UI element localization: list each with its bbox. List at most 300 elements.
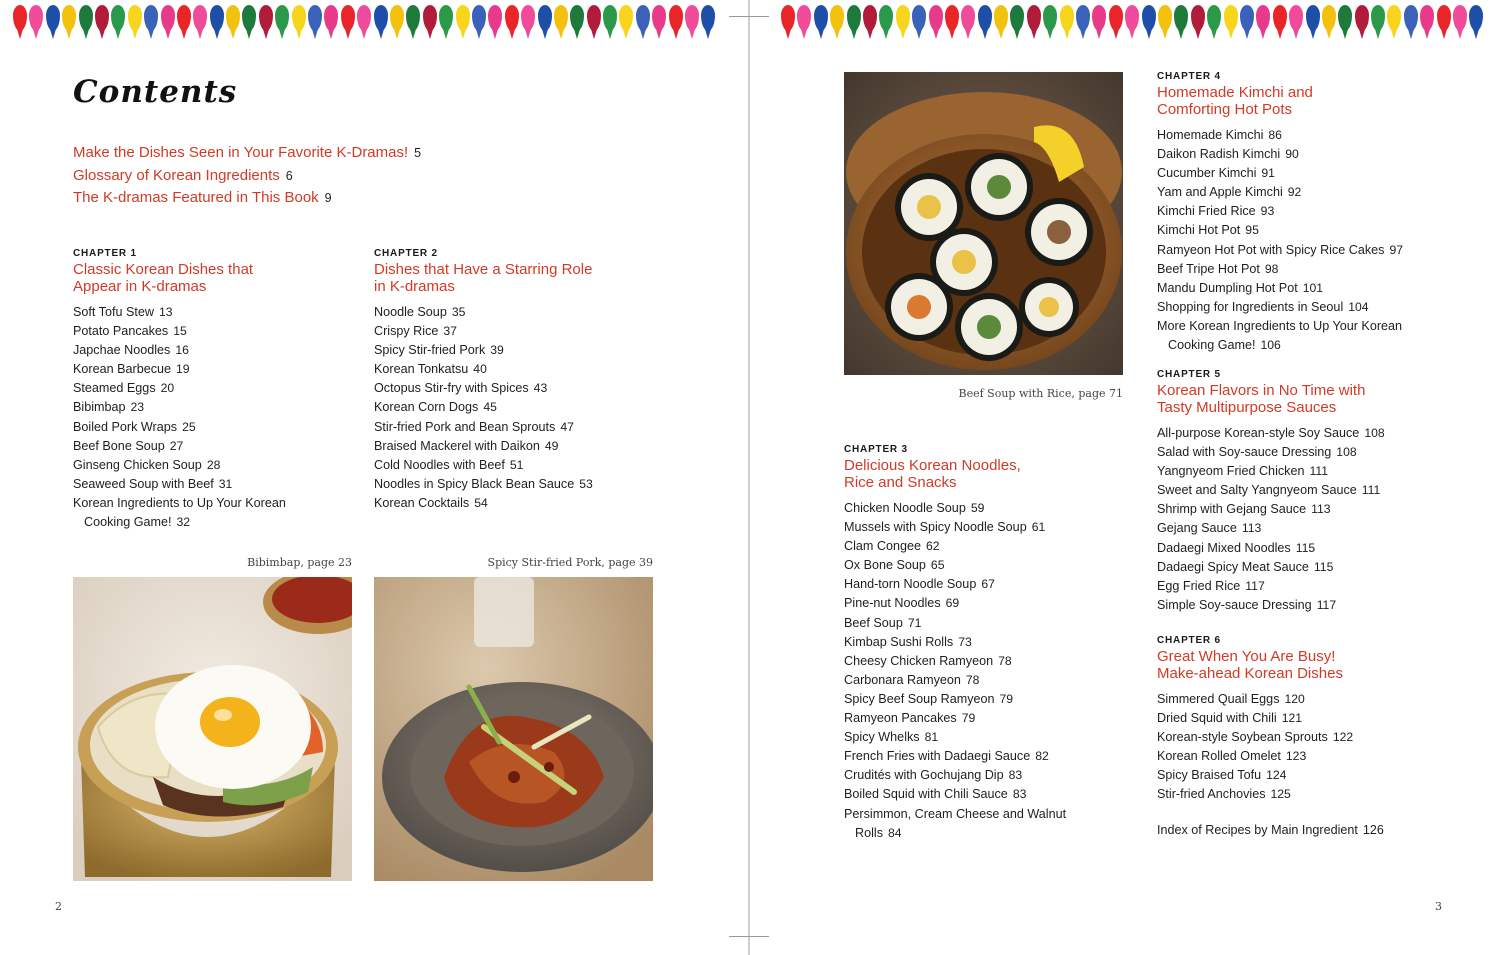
recipe-page-number: 123 [1285,749,1307,764]
recipe-entry[interactable] [844,537,1066,556]
banner-drop-icon [356,5,372,39]
chapter-label: CHAPTER 6 [1157,635,1221,646]
recipe-page-number: 117 [1316,597,1337,612]
recipe-title: Noodles in Spicy Black Bean Sauce [374,476,575,491]
recipe-page-number: 122 [1332,730,1354,745]
kimbap-photo [844,72,1123,375]
recipe-page-number: 73 [958,634,972,649]
recipe-page-number: 108 [1336,445,1357,460]
chapter-title[interactable] [1157,85,1403,118]
caption-pork: Spicy Stir-fried Pork, page 39 [487,556,653,569]
recipe-entry[interactable] [73,456,286,475]
banner-drop-icon [1091,5,1107,39]
recipe-entry[interactable] [1157,298,1403,317]
recipe-entry[interactable] [1157,443,1385,462]
recipe-page-number: 35 [451,305,466,319]
recipe-entry[interactable] [73,322,286,341]
banner-drop-icon [389,5,405,39]
recipe-entry[interactable] [844,824,1066,843]
recipe-title: Stir-fried Pork and Bean Sprouts [374,419,556,434]
recipe-entry[interactable] [73,418,286,437]
banner-drop-icon [1272,5,1288,39]
recipe-page-number: 54 [474,495,488,510]
banner-drop-icon [829,5,845,39]
index-entry[interactable]: Index of Recipes by Main Ingredient 126 [1157,823,1384,837]
recipe-title: Braised Mackerel with Daikon [374,438,540,453]
recipe-title: Beef Soup [844,615,903,630]
chapter-title[interactable] [1157,383,1385,416]
chapter-5 [1157,369,1385,615]
recipe-entry[interactable] [844,709,1066,728]
page-number-left: 2 [55,900,62,913]
banner-drop-icon [1337,5,1353,39]
banner-drop-icon [895,5,911,39]
chapter-title-line: Appear in K-dramas [73,277,207,295]
banner-drop-icon [1419,5,1435,39]
recipe-title: Dadaegi Mixed Noodles [1157,540,1291,555]
recipe-title: Cucumber Kimchi [1157,166,1257,181]
recipe-entry[interactable] [374,360,593,379]
recipe-entry[interactable] [844,766,1066,785]
recipe-entry[interactable] [1157,481,1385,500]
recipe-page-number: 91 [1261,166,1275,181]
chapter-title-line: Comforting Hot Pots [1157,100,1293,118]
banner-drop-icon [405,5,421,39]
recipe-page-number: 71 [907,615,922,630]
banner-drop-icon [668,5,684,39]
recipe-page-number: 115 [1313,559,1334,574]
banner-drop-icon [1255,5,1271,39]
banner-drop-icon [1124,5,1140,39]
recipe-page-number: 117 [1245,578,1265,593]
recipe-page-number: 20 [160,381,175,396]
banner-drop-icon [684,5,700,39]
recipe-title: Daikon Radish Kimchi [1157,147,1281,162]
recipe-page-number: 23 [130,400,145,415]
recipe-title: Potato Pancakes [73,324,169,339]
recipe-title: Seaweed Soup with Beef [73,476,214,491]
recipe-title: Chicken Noodle Soup [844,501,966,515]
toc-entry[interactable]: Glossary of Korean Ingredients 6 [73,166,293,184]
chapter-title[interactable] [844,458,1066,491]
recipe-entry[interactable] [1157,577,1385,596]
recipe-entry[interactable] [1157,126,1403,145]
bibimbap-photo [73,577,352,881]
banner-drop-icon [176,5,192,39]
banner-drop-icon [602,5,618,39]
banner-drop-icon [780,5,796,39]
banner-drop-icon [78,5,94,39]
recipe-entry[interactable] [73,513,286,532]
recipe-page-number: 19 [176,362,190,377]
recipe-entry[interactable] [1157,241,1403,260]
recipe-page-number: 82 [1035,749,1049,764]
recipe-title: Cheesy Chicken Ramyeon [844,653,994,668]
recipe-page-number: 111 [1361,483,1381,498]
banner-drop-icon [993,5,1009,39]
recipe-title: Dadaegi Spicy Meat Sauce [1157,559,1309,574]
recipe-entry[interactable] [374,303,593,322]
banner-drop-icon [192,5,208,39]
recipe-title: All-purpose Korean-style Soy Sauce [1157,426,1360,440]
recipe-page-number: 13 [158,305,173,319]
recipe-title: Clam Congee [844,539,922,554]
recipe-list [844,499,1066,843]
banner-drop-icon [1108,5,1124,39]
banner-drop-icon [1157,5,1173,39]
recipe-entry[interactable] [1157,747,1353,766]
banner-drop-icon [1206,5,1222,39]
chapter-title-line: Korean Flavors in No Time with [1157,382,1366,399]
banner-drop-icon [911,5,927,39]
recipe-page-number: 121 [1281,711,1303,726]
recipe-title: Mussels with Spicy Noodle Soup [844,520,1027,535]
spicy-pork-photo [374,577,653,881]
recipe-entry[interactable] [73,494,286,513]
banner-drop-icon [455,5,471,39]
recipe-list [73,303,286,532]
chapter-label: CHAPTER 4 [1157,71,1221,82]
recipe-page-number: 78 [965,672,980,687]
recipe-page-number: 39 [490,343,504,358]
banner-drop-icon [504,5,520,39]
recipe-entry[interactable] [1157,766,1353,785]
banner-drop-icon [1075,5,1091,39]
recipe-entry[interactable] [374,398,593,417]
recipe-page-number: 111 [1309,464,1328,479]
recipe-entry[interactable] [73,341,286,360]
recipe-title: Octopus Stir-fry with Spices [374,381,529,396]
banner-drop-icon [373,5,389,39]
recipe-title: Carbonara Ramyeon [844,672,961,687]
recipe-title: Spicy Whelks [844,730,920,745]
recipe-entry[interactable] [1157,539,1385,558]
chapter-title-line: Make-ahead Korean Dishes [1157,664,1343,682]
recipe-page-number: 45 [483,400,497,415]
recipe-page-number: 83 [1012,787,1027,802]
recipe-entry[interactable] [374,322,593,341]
recipe-entry[interactable] [1157,424,1385,443]
recipe-title: Shrimp with Gejang Sauce [1157,502,1307,517]
banner-drop-icon [438,5,454,39]
recipe-title: Cooking Game! [84,515,172,530]
recipe-title: Beef Bone Soup [73,438,165,453]
recipe-title: Hand-torn Noodle Soup [844,577,977,592]
recipe-page-number: 86 [1268,128,1282,142]
banner-drop-icon [862,5,878,39]
banner-drop-icon [340,5,356,39]
recipe-entry[interactable] [374,475,593,494]
recipe-title: Homemade Kimchi [1157,128,1264,142]
recipe-title: Korean Tonkatsu [374,362,469,377]
recipe-page-number: 67 [981,577,995,592]
chapter-3 [844,444,1066,843]
banner-drop-icon [846,5,862,39]
recipe-page-number: 32 [176,515,191,530]
banner-drop-icon [569,5,585,39]
recipe-entry[interactable] [844,633,1066,652]
recipe-entry[interactable] [374,456,593,475]
recipe-list [1157,126,1403,355]
recipe-page-number: 79 [961,711,976,726]
toc-entry[interactable]: Make the Dishes Seen in Your Favorite K-Dramas! 5 [73,144,422,161]
recipe-entry[interactable] [844,518,1066,537]
recipe-entry[interactable] [1157,690,1353,709]
chapter-title[interactable] [1157,649,1353,682]
banner-drop-icon [618,5,634,39]
chapter-label: CHAPTER 3 [844,444,908,455]
recipe-page-number: 90 [1285,147,1299,162]
recipe-page-number: 59 [970,501,985,515]
recipe-page-number: 83 [1008,768,1023,783]
recipe-title: Steamed Eggs [73,381,156,396]
recipe-entry[interactable] [844,747,1066,766]
chapter-title[interactable] [374,262,593,295]
recipe-page-number: 124 [1266,768,1287,783]
recipe-title: Mandu Dumpling Hot Pot [1157,280,1298,295]
recipe-page-number: 79 [999,691,1014,706]
banner-drop-icon [553,5,569,39]
banner-drop-icon [1141,5,1157,39]
recipe-page-number: 125 [1270,787,1291,802]
recipe-page-number: 28 [206,457,221,472]
recipe-title: Simmered Quail Eggs [1157,692,1280,706]
recipe-title: Korean Ingredients to Up Your Korean [73,495,286,510]
recipe-title: Dried Squid with Chili [1157,711,1277,726]
recipe-page-number: 65 [930,558,945,573]
recipe-page-number: 120 [1284,692,1305,706]
recipe-title: Bibimbap [73,400,126,415]
recipe-title: Soft Tofu Stew [73,305,154,319]
recipe-entry[interactable] [1157,336,1403,355]
recipe-page-number: 15 [173,324,187,339]
recipe-title: Boiled Squid with Chili Sauce [844,787,1008,802]
recipe-page-number: 78 [998,653,1012,668]
recipe-entry[interactable] [1157,221,1403,240]
chapter-title-line: Tasty Multipurpose Sauces [1157,398,1337,416]
recipe-title: Gejang Sauce [1157,521,1237,536]
recipe-entry[interactable] [844,785,1066,804]
caption-bibimbap: Bibimbap, page 23 [247,556,352,569]
recipe-title: Korean Cocktails [374,495,470,510]
banner-drop-icon [1452,5,1468,39]
recipe-title: Persimmon, Cream Cheese and Walnut [844,806,1067,821]
recipe-entry[interactable] [844,499,1066,518]
recipe-entry[interactable] [1157,596,1385,615]
chapter-title-line: Delicious Korean Noodles, [844,457,1021,474]
recipe-title: Korean Barbecue [73,362,172,377]
chapter-title-line: Homemade Kimchi and [1157,84,1313,101]
book-gutter [748,0,750,955]
recipe-entry[interactable] [374,437,593,456]
recipe-title: Pine-nut Noodles [844,596,941,611]
recipe-list [1157,690,1353,805]
recipe-entry[interactable] [844,556,1066,575]
recipe-title: French Fries with Dadaegi Sauce [844,749,1031,764]
recipe-page-number: 25 [182,419,196,434]
recipe-title: Spicy Braised Tofu [1157,768,1262,783]
recipe-entry[interactable] [73,437,286,456]
recipe-entry[interactable] [374,418,593,437]
recipe-entry[interactable] [1157,183,1403,202]
recipe-entry[interactable] [844,728,1066,747]
recipe-entry[interactable] [1157,728,1353,747]
recipe-title: Boiled Pork Wraps [73,419,178,434]
banner-drop-icon [944,5,960,39]
recipe-entry[interactable] [73,398,286,417]
recipe-page-number: 27 [169,438,184,453]
recipe-entry[interactable] [844,652,1066,671]
recipe-page-number: 97 [1389,242,1404,257]
chapter-title-line: in K-dramas [374,277,455,295]
recipe-entry[interactable] [1157,260,1403,279]
recipe-entry[interactable] [1157,164,1403,183]
recipe-entry[interactable] [1157,202,1403,221]
banner-drop-icon [28,5,44,39]
banner-drop-icon [1436,5,1452,39]
recipe-entry[interactable] [844,690,1066,709]
chapter-4 [1157,71,1403,355]
banner-drop-icon [1009,5,1025,39]
recipe-page-number: 51 [509,457,524,472]
banner-drop-icon [1223,5,1239,39]
caption-beef-soup: Beef Soup with Rice, page 71 [958,387,1123,400]
chapter-title[interactable] [73,262,286,295]
chapter-title-line: Dishes that Have a Starring Role [374,261,593,278]
recipe-title: Stir-fried Anchovies [1157,787,1266,802]
recipe-entry[interactable] [73,379,286,398]
recipe-entry[interactable] [73,303,286,322]
banner-drop-icon [878,5,894,39]
banner-drop-icon [796,5,812,39]
recipe-title: Kimbap Sushi Rolls [844,634,954,649]
recipe-page-number: 104 [1348,299,1369,314]
chapter-1 [73,248,286,532]
recipe-entry[interactable] [374,341,593,360]
chapter-title-line: Rice and Snacks [844,473,957,491]
recipe-page-number: 92 [1287,185,1302,200]
banner-drop-icon [1370,5,1386,39]
recipe-entry[interactable] [844,671,1066,690]
recipe-title: Cooking Game! [1168,338,1256,353]
banner-drop-icon [209,5,225,39]
recipe-entry[interactable] [1157,519,1385,538]
chapter-label: CHAPTER 5 [1157,369,1221,380]
toc-entry[interactable]: The K-dramas Featured in This Book 9 [73,189,332,207]
recipe-title: Korean-style Soybean Sprouts [1157,730,1328,745]
recipe-page-number: 37 [443,324,457,339]
banner-drop-icon [1386,5,1402,39]
recipe-entry[interactable] [1157,500,1385,519]
recipe-title: Kimchi Fried Rice [1157,204,1256,219]
intro-list [73,142,421,210]
banner-drop-icon [241,5,257,39]
recipe-entry[interactable] [844,805,1066,824]
banner-drop-icon [143,5,159,39]
recipe-entry[interactable] [1157,709,1353,728]
banner-drop-icon [1059,5,1075,39]
banner-drop-icon [1403,5,1419,39]
banner-drop-icon [537,5,553,39]
recipe-title: Beef Tripe Hot Pot [1157,261,1260,276]
banner-drop-icon [45,5,61,39]
recipe-page-number: 113 [1311,502,1331,517]
recipe-entry[interactable] [374,494,593,513]
banner-drop-icon [94,5,110,39]
chapter-title-line: Great When You Are Busy! [1157,648,1336,665]
banner-drop-icon [977,5,993,39]
recipe-entry[interactable] [844,614,1066,633]
recipe-page-number: 69 [945,596,960,611]
recipe-title: Ox Bone Soup [844,558,926,573]
recipe-title: Rolls [855,825,883,840]
crop-mark-top [729,16,769,17]
banner-drop-icon [1190,5,1206,39]
banner-drop-icon [225,5,241,39]
recipe-entry[interactable] [1157,558,1385,577]
recipe-entry[interactable] [73,475,286,494]
recipe-page-number: 84 [888,825,902,840]
recipe-page-number: 53 [579,476,593,491]
banner-drop-icon [323,5,339,39]
banner-drop-icon [635,5,651,39]
recipe-page-number: 61 [1031,520,1046,535]
banner-drop-icon [813,5,829,39]
recipe-title: Korean Rolled Omelet [1157,749,1281,764]
recipe-entry[interactable] [844,575,1066,594]
recipe-entry[interactable] [1157,462,1385,481]
banner-drop-icon [1354,5,1370,39]
banner-drop-icon [487,5,503,39]
banner-drop-icon [1042,5,1058,39]
recipe-page-number: 106 [1260,338,1281,353]
recipe-entry[interactable] [1157,279,1403,298]
recipe-title: Korean Corn Dogs [374,400,479,415]
recipe-title: Spicy Beef Soup Ramyeon [844,691,995,706]
banner-drop-icon [1305,5,1321,39]
recipe-page-number: 43 [533,381,548,396]
page-title: Contents [73,74,238,110]
banner-drop-icon [1026,5,1042,39]
banner-drop-icon [291,5,307,39]
recipe-title: Shopping for Ingredients in Seoul [1157,299,1344,314]
recipe-title: Noodle Soup [374,305,447,319]
banner-drop-icon [1321,5,1337,39]
recipe-list [374,303,593,513]
recipe-entry[interactable] [844,594,1066,613]
banner-drop-icon [110,5,126,39]
recipe-entry[interactable] [374,379,593,398]
recipe-title: Egg Fried Rice [1157,578,1241,593]
banner-drop-icon [1173,5,1189,39]
recipe-page-number: 98 [1264,261,1279,276]
recipe-entry[interactable] [73,360,286,379]
recipe-title: Yangnyeom Fried Chicken [1157,464,1305,479]
chapter-title-line: Classic Korean Dishes that [73,261,254,278]
recipe-page-number: 16 [175,343,189,358]
recipe-title: Ramyeon Hot Pot with Spicy Rice Cakes [1157,242,1385,257]
chapter-label: CHAPTER 2 [374,248,438,259]
recipe-entry[interactable] [1157,317,1403,336]
recipe-entry[interactable] [1157,785,1353,804]
recipe-title: Spicy Stir-fried Pork [374,343,486,358]
recipe-page-number: 40 [473,362,487,377]
recipe-page-number: 62 [926,539,940,554]
chapter-label: CHAPTER 1 [73,248,137,259]
recipe-page-number: 47 [560,419,574,434]
page-number-right: 3 [1435,900,1442,913]
recipe-entry[interactable] [1157,145,1403,164]
